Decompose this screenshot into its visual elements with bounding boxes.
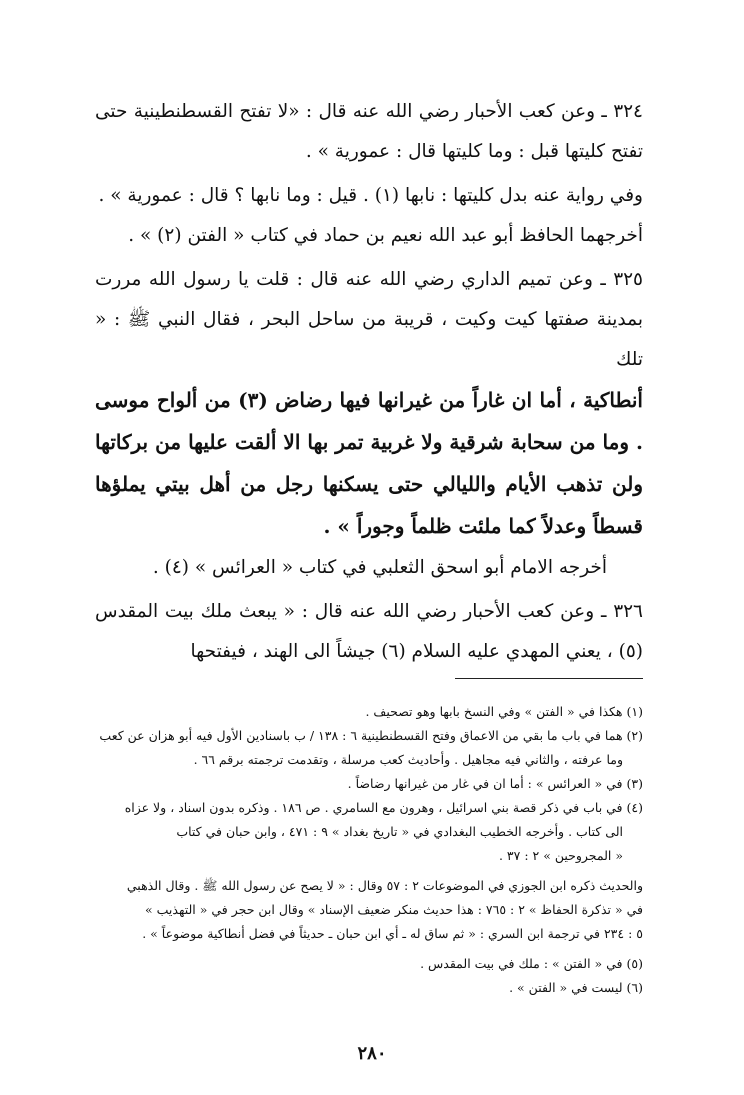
paragraph-source-325: أخرجه الامام أبو اسحق الثعلبي في كتاب « العرائس » (٤) . [152,557,607,578]
paragraph-324: ٣٢٤ ـ وعن كعب الأحبار رضي الله عنه قال : «لا تفتح القسطنطينية حتى تفتح كليتها قبل : وما كليتها قال : عمورية » . [95,101,643,162]
footnote-2-continued: وما عرفته ، والثاني فيه مجاهيل . وأحاديث كعب مرسلة ، وتقدمت ترجمته برقم ٦٦ . [193,752,623,767]
footnote-1: (١) هكذا في « الفتن » وفي النسخ بابها وهو تصحيف . [365,704,643,719]
paragraph-variant-narration: وفي رواية عنه بدل كليتها : نابها (١) . قيل : وما نابها ؟ قال : عمورية » . [98,185,643,206]
quote-text-bold: أنطاكية ، أما ان غاراً من غيرانها فيها رضاض (٣) من ألواح موسى . وما من سحابة شرقية ولا غربية تمر بها الا ألقت عليها من بركاتها ولن تذهب الأيام والليالي حتى يسكنها رجل من أهل بيتي يملؤها قسطاً وعدلاً كما ملئت ظلماً وجوراً » . [95,388,643,538]
footnote-5: (٥) في « الفتن » : ملك في بيت المقدس . [420,956,643,971]
footnote-4-hadith-note: والحديث ذكره ابن الجوزي في الموضوعات ٢ : ٥٧ وقال : « لا يصح عن رسول الله ﷺ . وقال الذهبي [126,878,643,893]
main-text [95,92,643,672]
paragraph-325-quote [95,380,643,548]
footnote-4: (٤) في باب في ذكر قصة بني اسرائيل ، وهرون مع السامري . ص ١٨٦ . وذكره بدون اسناد ، ولا عزاه [124,800,643,815]
footnote-2: (٢) هما في باب ما بقي من الاعماق وفتح القسطنطينية ٦ : ١٣٨ / ب باسنادين الأول فيه أبو هزان عن كعب [99,728,643,743]
footnote-4-continued-2: « المجروحين » ٢ : ٣٧ . [498,848,623,863]
page-number: ٢٨٠ [357,1043,387,1064]
footnote-4-hadith-note-2: في « تذكرة الحفاظ » ٢ : ٧٦٥ : هذا حديث منكر ضعيف الإسناد » وقال ابن حجر في « التهذيب » [145,902,643,917]
footnote-4-hadith-note-3: ٥ : ٢٣٤ في ترجمة ابن السري : « ثم ساق له ـ أي ابن حبان ـ حديثاً في فضل أنطاكية موضوعاً » . [142,926,643,941]
footnote-4-continued: الى كتاب . وأخرجه الخطيب البغدادي في « تاريخ بغداد » ٩ : ٤٧١ ، وابن حبان في كتاب [176,824,623,839]
footnote-3: (٣) في « العرائس » : أما ان في غار من غيرانها رضاضاً . [347,776,643,791]
paragraph-source-324: أخرجهما الحافظ أبو عبد الله نعيم بن حماد في كتاب « الفتن (٢) » . [128,225,643,246]
paragraph-325: ٣٢٥ ـ وعن تميم الداري رضي الله عنه قال : قلت يا رسول الله مررت بمدينة صفتها كيت وكيت ، قريبة من ساحل البحر ، فقال النبي ﷺ : « تلك [95,269,643,370]
footnote-6: (٦) ليست في « الفتن » . [509,980,643,995]
footnotes [95,700,643,1000]
paragraph-326: ٣٢٦ ـ وعن كعب الأحبار رضي الله عنه قال : « يبعث ملك بيت المقدس (٥) ، يعني المهدي عليه السلام (٦) جيشاً الى الهند ، فيفتحها [95,601,643,662]
footnote-divider [455,678,643,679]
